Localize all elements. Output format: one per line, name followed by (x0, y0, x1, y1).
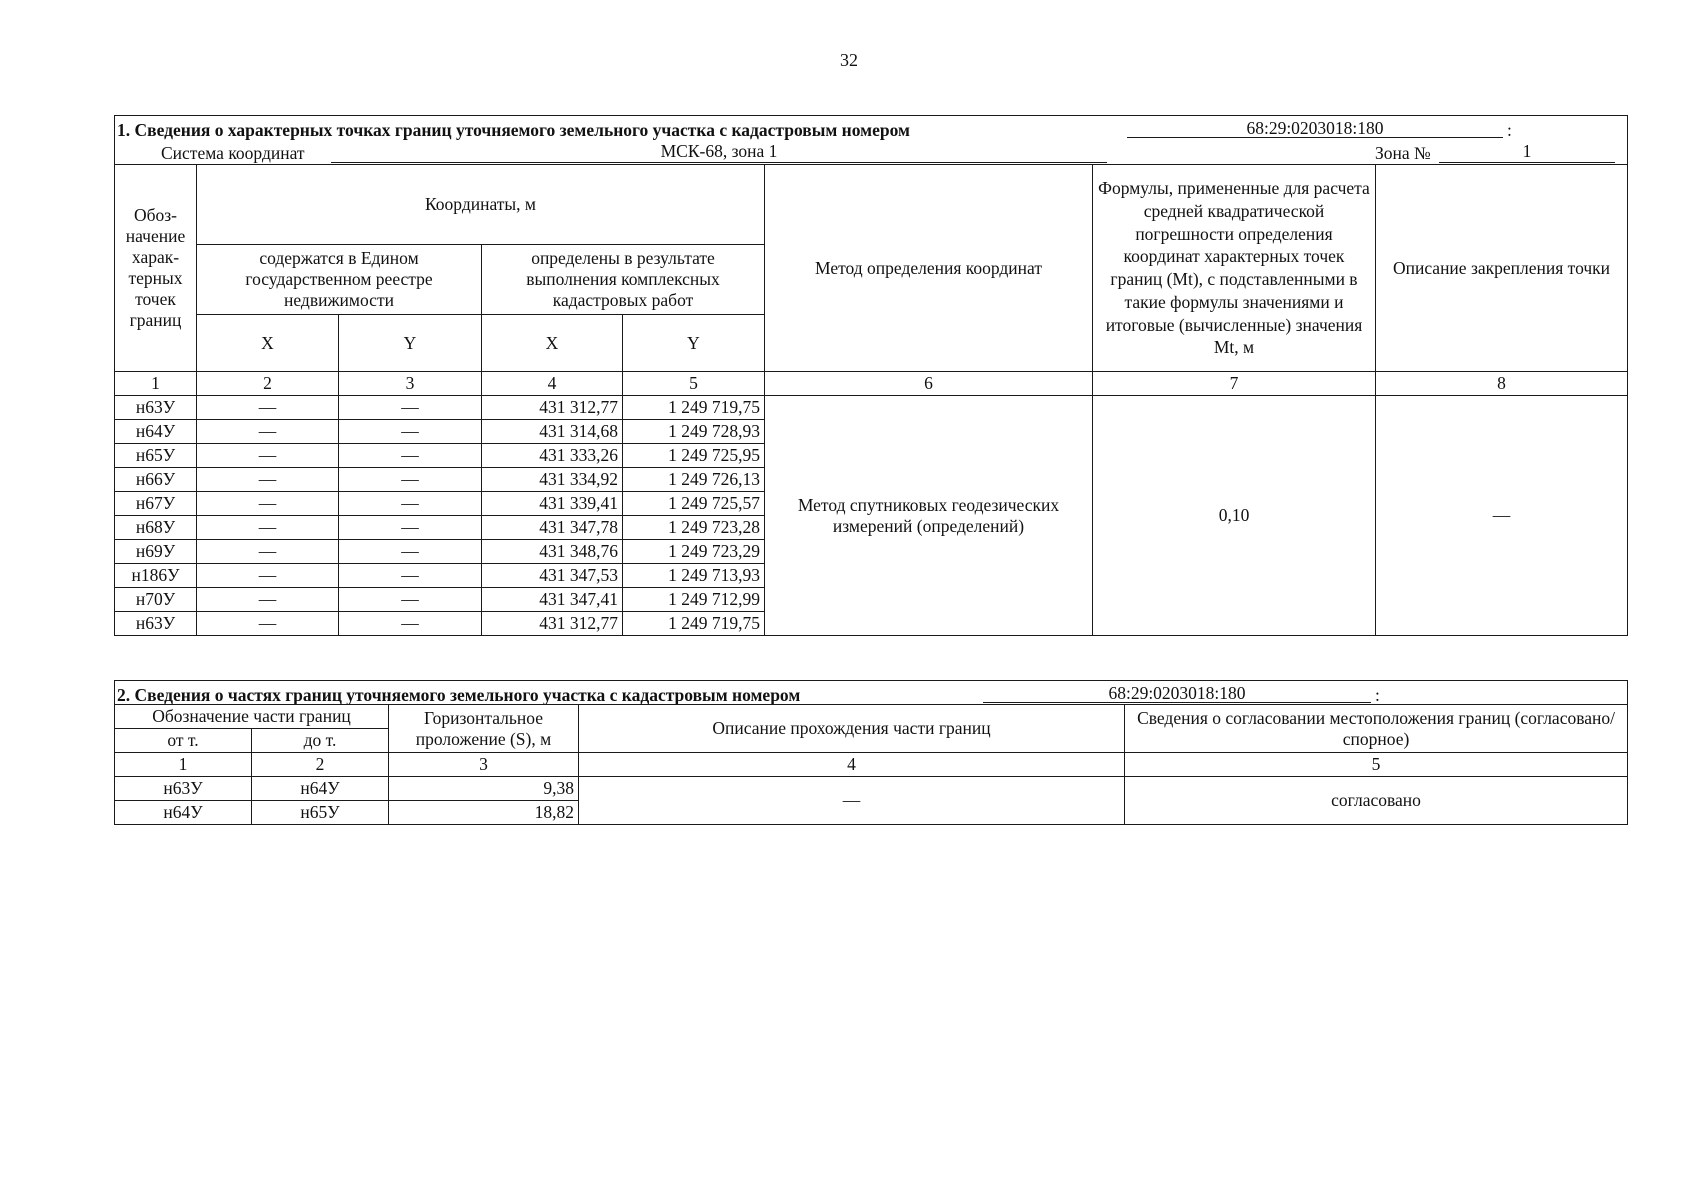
column-numbers-row (115, 372, 1628, 396)
table-row (115, 396, 1628, 420)
header-from: от т. (115, 729, 252, 753)
page-number: 32 (840, 50, 858, 70)
section2-colon: : (1375, 684, 1380, 705)
header-egrn-x: X (197, 315, 339, 372)
column-number: 5 (1125, 753, 1628, 777)
egrn-y-value: — (339, 444, 482, 468)
point-designation: н65У (115, 444, 197, 468)
point-designation: н69У (115, 540, 197, 564)
egrn-y-value: — (339, 516, 482, 540)
y-coordinate: 1 249 726,13 (623, 468, 765, 492)
point-designation: н63У (115, 396, 197, 420)
column-numbers-row (115, 753, 1628, 777)
part-to: н65У (252, 801, 389, 825)
fixing-value: — (1376, 396, 1628, 636)
boundary-parts-table (114, 680, 1628, 825)
y-coordinate: 1 249 723,29 (623, 540, 765, 564)
part-from: н63У (115, 777, 252, 801)
point-designation: н63У (115, 612, 197, 636)
header-egrn: содержатся в Едином государственном реестре недвижимости (197, 245, 482, 315)
y-coordinate: 1 249 723,28 (623, 516, 765, 540)
header-complex-x: X (482, 315, 623, 372)
mt-value: 0,10 (1093, 396, 1376, 636)
x-coordinate: 431 312,77 (482, 612, 623, 636)
column-number: 3 (389, 753, 579, 777)
header-egrn-y: Y (339, 315, 482, 372)
header-coordinates: Координаты, м (197, 165, 765, 245)
y-coordinate: 1 249 712,99 (623, 588, 765, 612)
section1-title: 1. Сведения о характерных точках границ уточняемого земельного участка с кадастровым номером (117, 119, 910, 140)
egrn-y-value: — (339, 588, 482, 612)
egrn-x-value: — (197, 540, 339, 564)
column-number: 3 (339, 372, 482, 396)
header-complex: определены в результате выполнения комплексных кадастровых работ (482, 245, 765, 315)
description-value: — (579, 777, 1125, 825)
column-number: 1 (115, 372, 197, 396)
point-designation: н68У (115, 516, 197, 540)
header-to: до т. (252, 729, 389, 753)
agreement-value: согласовано (1125, 777, 1628, 825)
column-number: 2 (197, 372, 339, 396)
section2-title-row (115, 681, 1628, 705)
column-number: 1 (115, 753, 252, 777)
egrn-x-value: — (197, 468, 339, 492)
egrn-x-value: — (197, 612, 339, 636)
section2-title: 2. Сведения о частях границ уточняемого земельного участка с кадастровым номером (117, 684, 801, 705)
header-method: Метод определения координат (765, 165, 1093, 372)
header-complex-y: Y (623, 315, 765, 372)
table-row (115, 777, 1628, 801)
coord-system-row (115, 140, 1628, 165)
y-coordinate: 1 249 713,93 (623, 564, 765, 588)
point-designation: н66У (115, 468, 197, 492)
egrn-x-value: — (197, 516, 339, 540)
zone-label: Зона № (1375, 142, 1431, 163)
egrn-x-value: — (197, 444, 339, 468)
header-agreement: Сведения о согласовании местоположения границ (согласовано/спорное) (1125, 705, 1628, 753)
section1-colon: : (1507, 119, 1512, 140)
point-designation: н64У (115, 420, 197, 444)
header-horizontal: Горизонтальное проложение (S), м (389, 705, 579, 753)
egrn-x-value: — (197, 396, 339, 420)
egrn-y-value: — (339, 612, 482, 636)
column-number: 7 (1093, 372, 1376, 396)
part-from: н64У (115, 801, 252, 825)
y-coordinate: 1 249 719,75 (623, 396, 765, 420)
section1-title-row (115, 116, 1628, 140)
egrn-y-value: — (339, 420, 482, 444)
point-designation: н186У (115, 564, 197, 588)
x-coordinate: 431 333,26 (482, 444, 623, 468)
egrn-y-value: — (339, 540, 482, 564)
y-coordinate: 1 249 719,75 (623, 612, 765, 636)
coord-system-value: МСК-68, зона 1 (331, 141, 1107, 163)
egrn-x-value: — (197, 420, 339, 444)
y-coordinate: 1 249 728,93 (623, 420, 765, 444)
egrn-y-value: — (339, 468, 482, 492)
point-designation: н67У (115, 492, 197, 516)
egrn-y-value: — (339, 564, 482, 588)
column-number: 2 (252, 753, 389, 777)
horizontal-distance: 9,38 (389, 777, 579, 801)
header-fixing: Описание закрепления точки (1376, 165, 1628, 372)
section2-cadastral-number: 68:29:0203018:180 (983, 683, 1371, 703)
x-coordinate: 431 339,41 (482, 492, 623, 516)
x-coordinate: 431 348,76 (482, 540, 623, 564)
part-to: н64У (252, 777, 389, 801)
egrn-y-value: — (339, 396, 482, 420)
egrn-x-value: — (197, 564, 339, 588)
column-number: 6 (765, 372, 1093, 396)
column-number: 8 (1376, 372, 1628, 396)
method-value: Метод спутниковых геодезических измерений (определений) (765, 396, 1093, 636)
horizontal-distance: 18,82 (389, 801, 579, 825)
x-coordinate: 431 334,92 (482, 468, 623, 492)
zone-value: 1 (1439, 141, 1615, 163)
point-designation: н70У (115, 588, 197, 612)
y-coordinate: 1 249 725,95 (623, 444, 765, 468)
header-part-designation: Обозначение части границ (115, 705, 389, 729)
column-number: 5 (623, 372, 765, 396)
x-coordinate: 431 347,41 (482, 588, 623, 612)
y-coordinate: 1 249 725,57 (623, 492, 765, 516)
x-coordinate: 431 312,77 (482, 396, 623, 420)
section1-cadastral-number: 68:29:0203018:180 (1127, 118, 1503, 138)
x-coordinate: 431 347,78 (482, 516, 623, 540)
egrn-y-value: — (339, 492, 482, 516)
x-coordinate: 431 314,68 (482, 420, 623, 444)
column-number: 4 (579, 753, 1125, 777)
egrn-x-value: — (197, 588, 339, 612)
column-number: 4 (482, 372, 623, 396)
header-designation: Обоз-начение харак-терных точек границ (115, 165, 197, 372)
x-coordinate: 431 347,53 (482, 564, 623, 588)
header-formulas: Формулы, примененные для расчета средней квадратической погрешности определения координат характерных точек границ (Mt), с подставленными в такие формулы значениями и итоговые (вычисленные) значения Mt, м (1093, 165, 1376, 372)
coord-system-label: Система координат (161, 142, 305, 163)
egrn-x-value: — (197, 492, 339, 516)
boundary-points-table (114, 115, 1628, 636)
header-description: Описание прохождения части границ (579, 705, 1125, 753)
